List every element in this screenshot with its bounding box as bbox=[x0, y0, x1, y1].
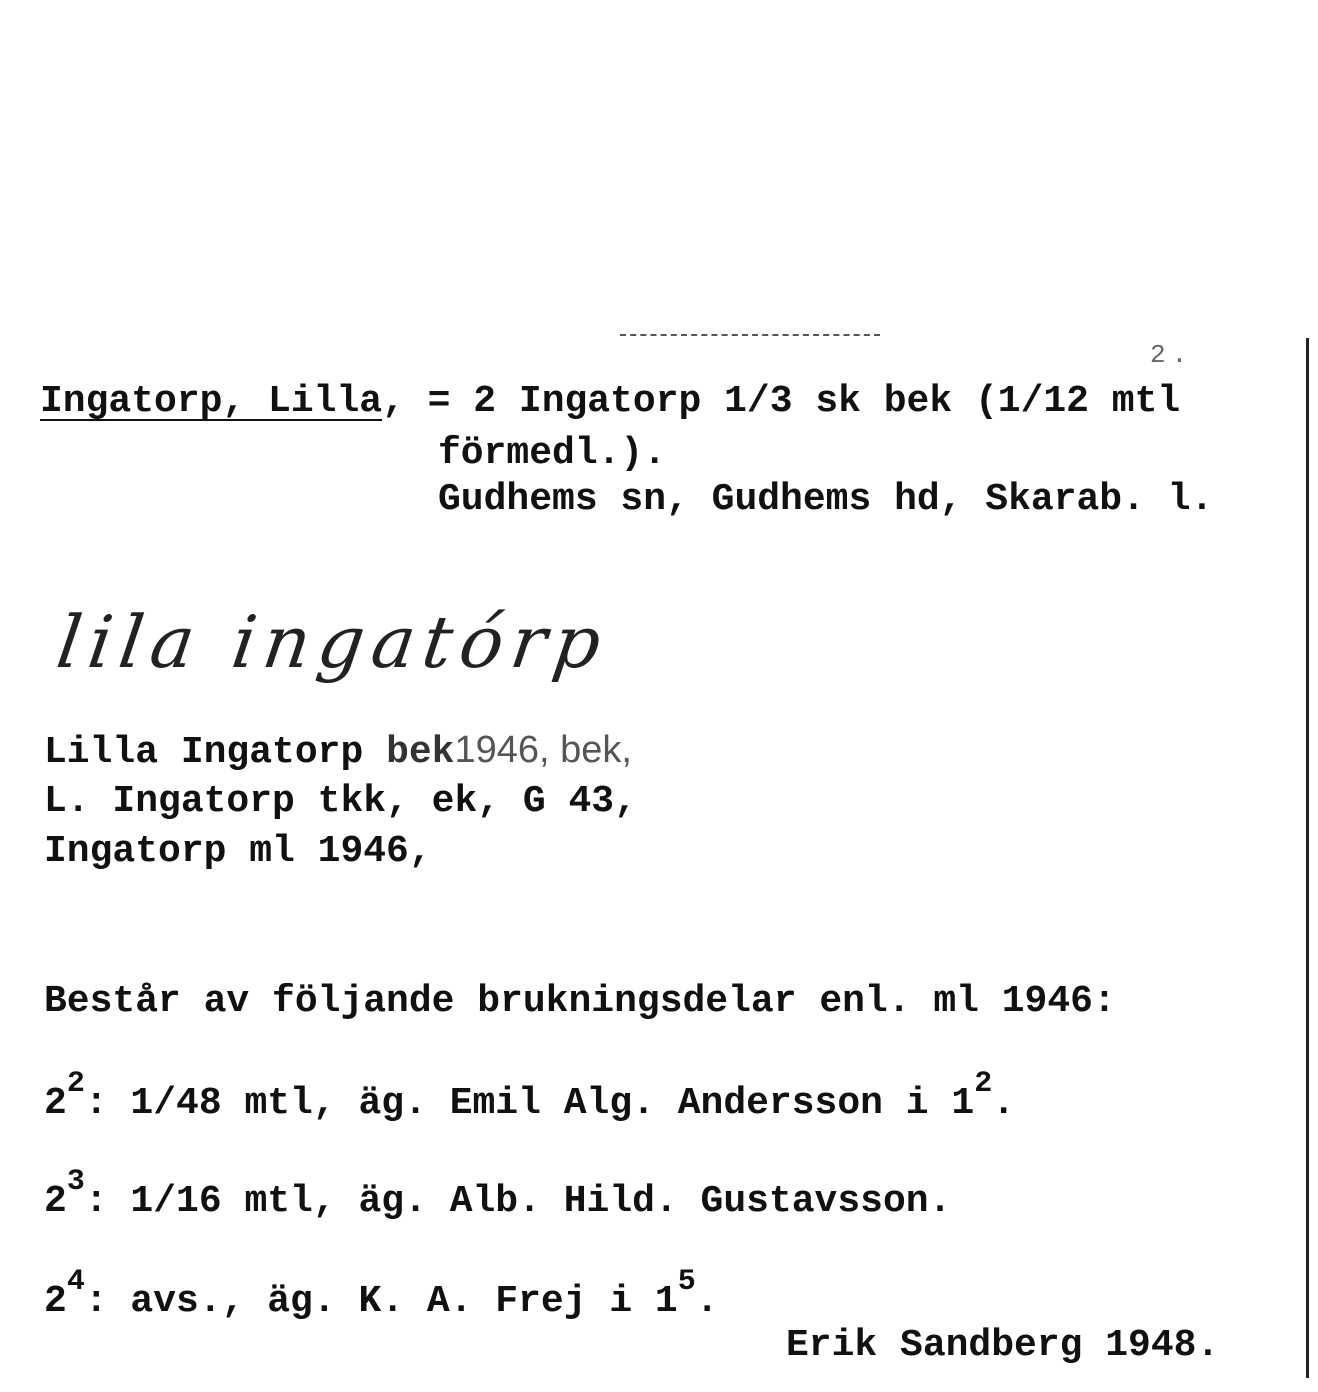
part-end: . bbox=[695, 1280, 719, 1323]
part-text: : avs., äg. K. A. Frej i 1 bbox=[84, 1280, 678, 1323]
part-text: : 1/16 mtl, äg. Alb. Hild. Gustavsson. bbox=[84, 1180, 952, 1223]
place-name-heading: Ingatorp, Lilla bbox=[40, 380, 383, 423]
part-superscript: 3 bbox=[66, 1165, 85, 1199]
variant-1-pencil: 1946, bek, bbox=[454, 729, 632, 771]
part-text: : 1/48 mtl, äg. Emil Alg. Andersson i 1 bbox=[84, 1082, 975, 1125]
corner-mark: 2. bbox=[1150, 340, 1194, 370]
card-top-edge bbox=[620, 334, 880, 336]
header-line-1 bbox=[40, 380, 1180, 424]
part-base: 2 bbox=[44, 1180, 67, 1223]
variant-1-overtyped: bek bbox=[386, 731, 455, 774]
header-line-3: Gudhems sn, Gudhems hd, Skarab. l. bbox=[438, 478, 1214, 521]
part-end-superscript: 2 bbox=[974, 1067, 993, 1101]
part-base: 2 bbox=[44, 1082, 67, 1125]
card-right-edge bbox=[1306, 338, 1309, 1378]
parts-intro: Består av följande brukningsdelar enl. ml 1946: bbox=[44, 980, 1116, 1023]
part-row bbox=[44, 1165, 952, 1226]
part-row bbox=[44, 1067, 1016, 1128]
header-line-1-rest: , = 2 Ingatorp 1/3 sk bek (1/12 mtl bbox=[382, 380, 1181, 423]
handwritten-pronunciation: lila ingatórp bbox=[52, 600, 615, 684]
variant-line-2: L. Ingatorp tkk, ek, G 43, bbox=[44, 780, 637, 823]
part-superscript: 2 bbox=[66, 1067, 85, 1101]
part-base: 2 bbox=[44, 1280, 67, 1323]
header-line-2: förmedl.). bbox=[438, 432, 667, 475]
signature: Erik Sandberg 1948. bbox=[786, 1324, 1220, 1367]
part-end: . bbox=[992, 1082, 1016, 1125]
part-end-superscript: 5 bbox=[677, 1265, 696, 1299]
part-row bbox=[44, 1265, 719, 1326]
variant-line-1 bbox=[44, 728, 632, 775]
variant-line-3: Ingatorp ml 1946, bbox=[44, 830, 432, 873]
variant-1-typed: Lilla Ingatorp bbox=[44, 731, 387, 774]
part-superscript: 4 bbox=[66, 1265, 85, 1299]
